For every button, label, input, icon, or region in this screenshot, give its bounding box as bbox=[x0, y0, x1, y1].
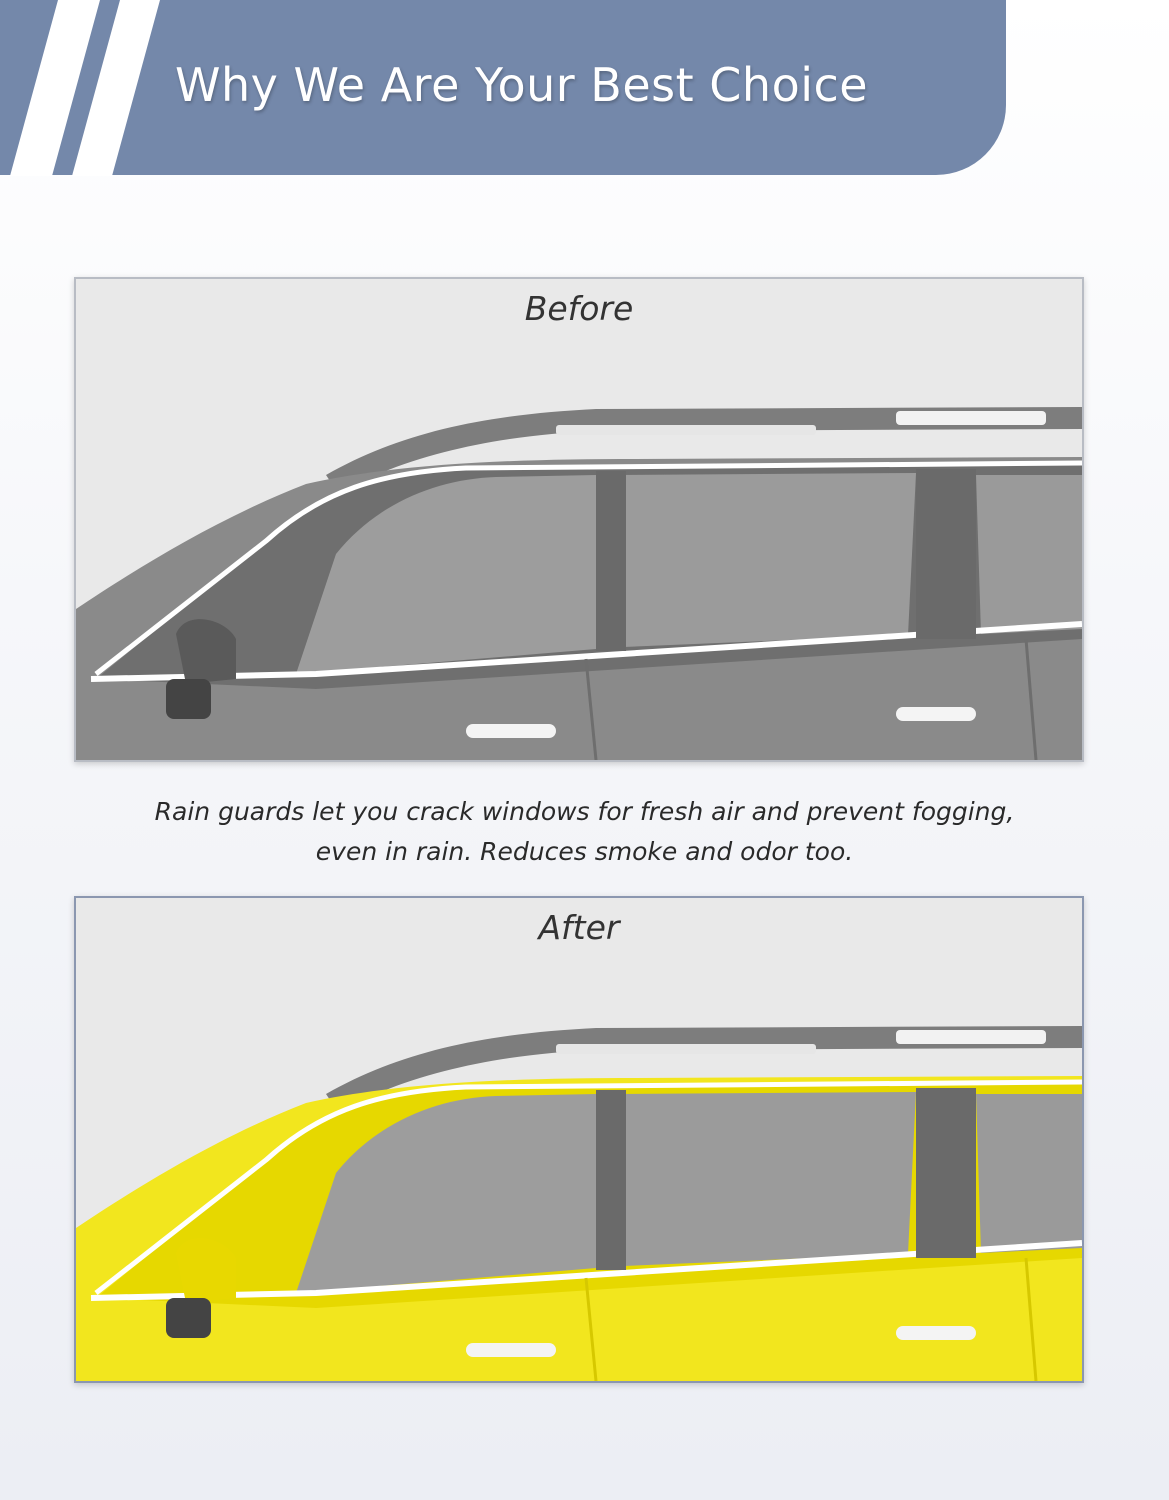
before-label: Before bbox=[524, 289, 634, 328]
caption-line-2: even in rain. Reduces smoke and odor too. bbox=[315, 837, 854, 866]
caption-line-1: Rain guards let you crack windows for fresh air and prevent fogging, bbox=[154, 797, 1015, 826]
description-caption bbox=[0, 792, 1169, 872]
decorative-stripes bbox=[0, 0, 170, 176]
car-after-image bbox=[76, 898, 1082, 1381]
car-before-image bbox=[76, 279, 1082, 760]
page-title: Why We Are Your Best Choice bbox=[175, 58, 869, 112]
after-panel bbox=[74, 896, 1084, 1383]
after-label: After bbox=[538, 908, 620, 947]
before-panel bbox=[74, 277, 1084, 762]
